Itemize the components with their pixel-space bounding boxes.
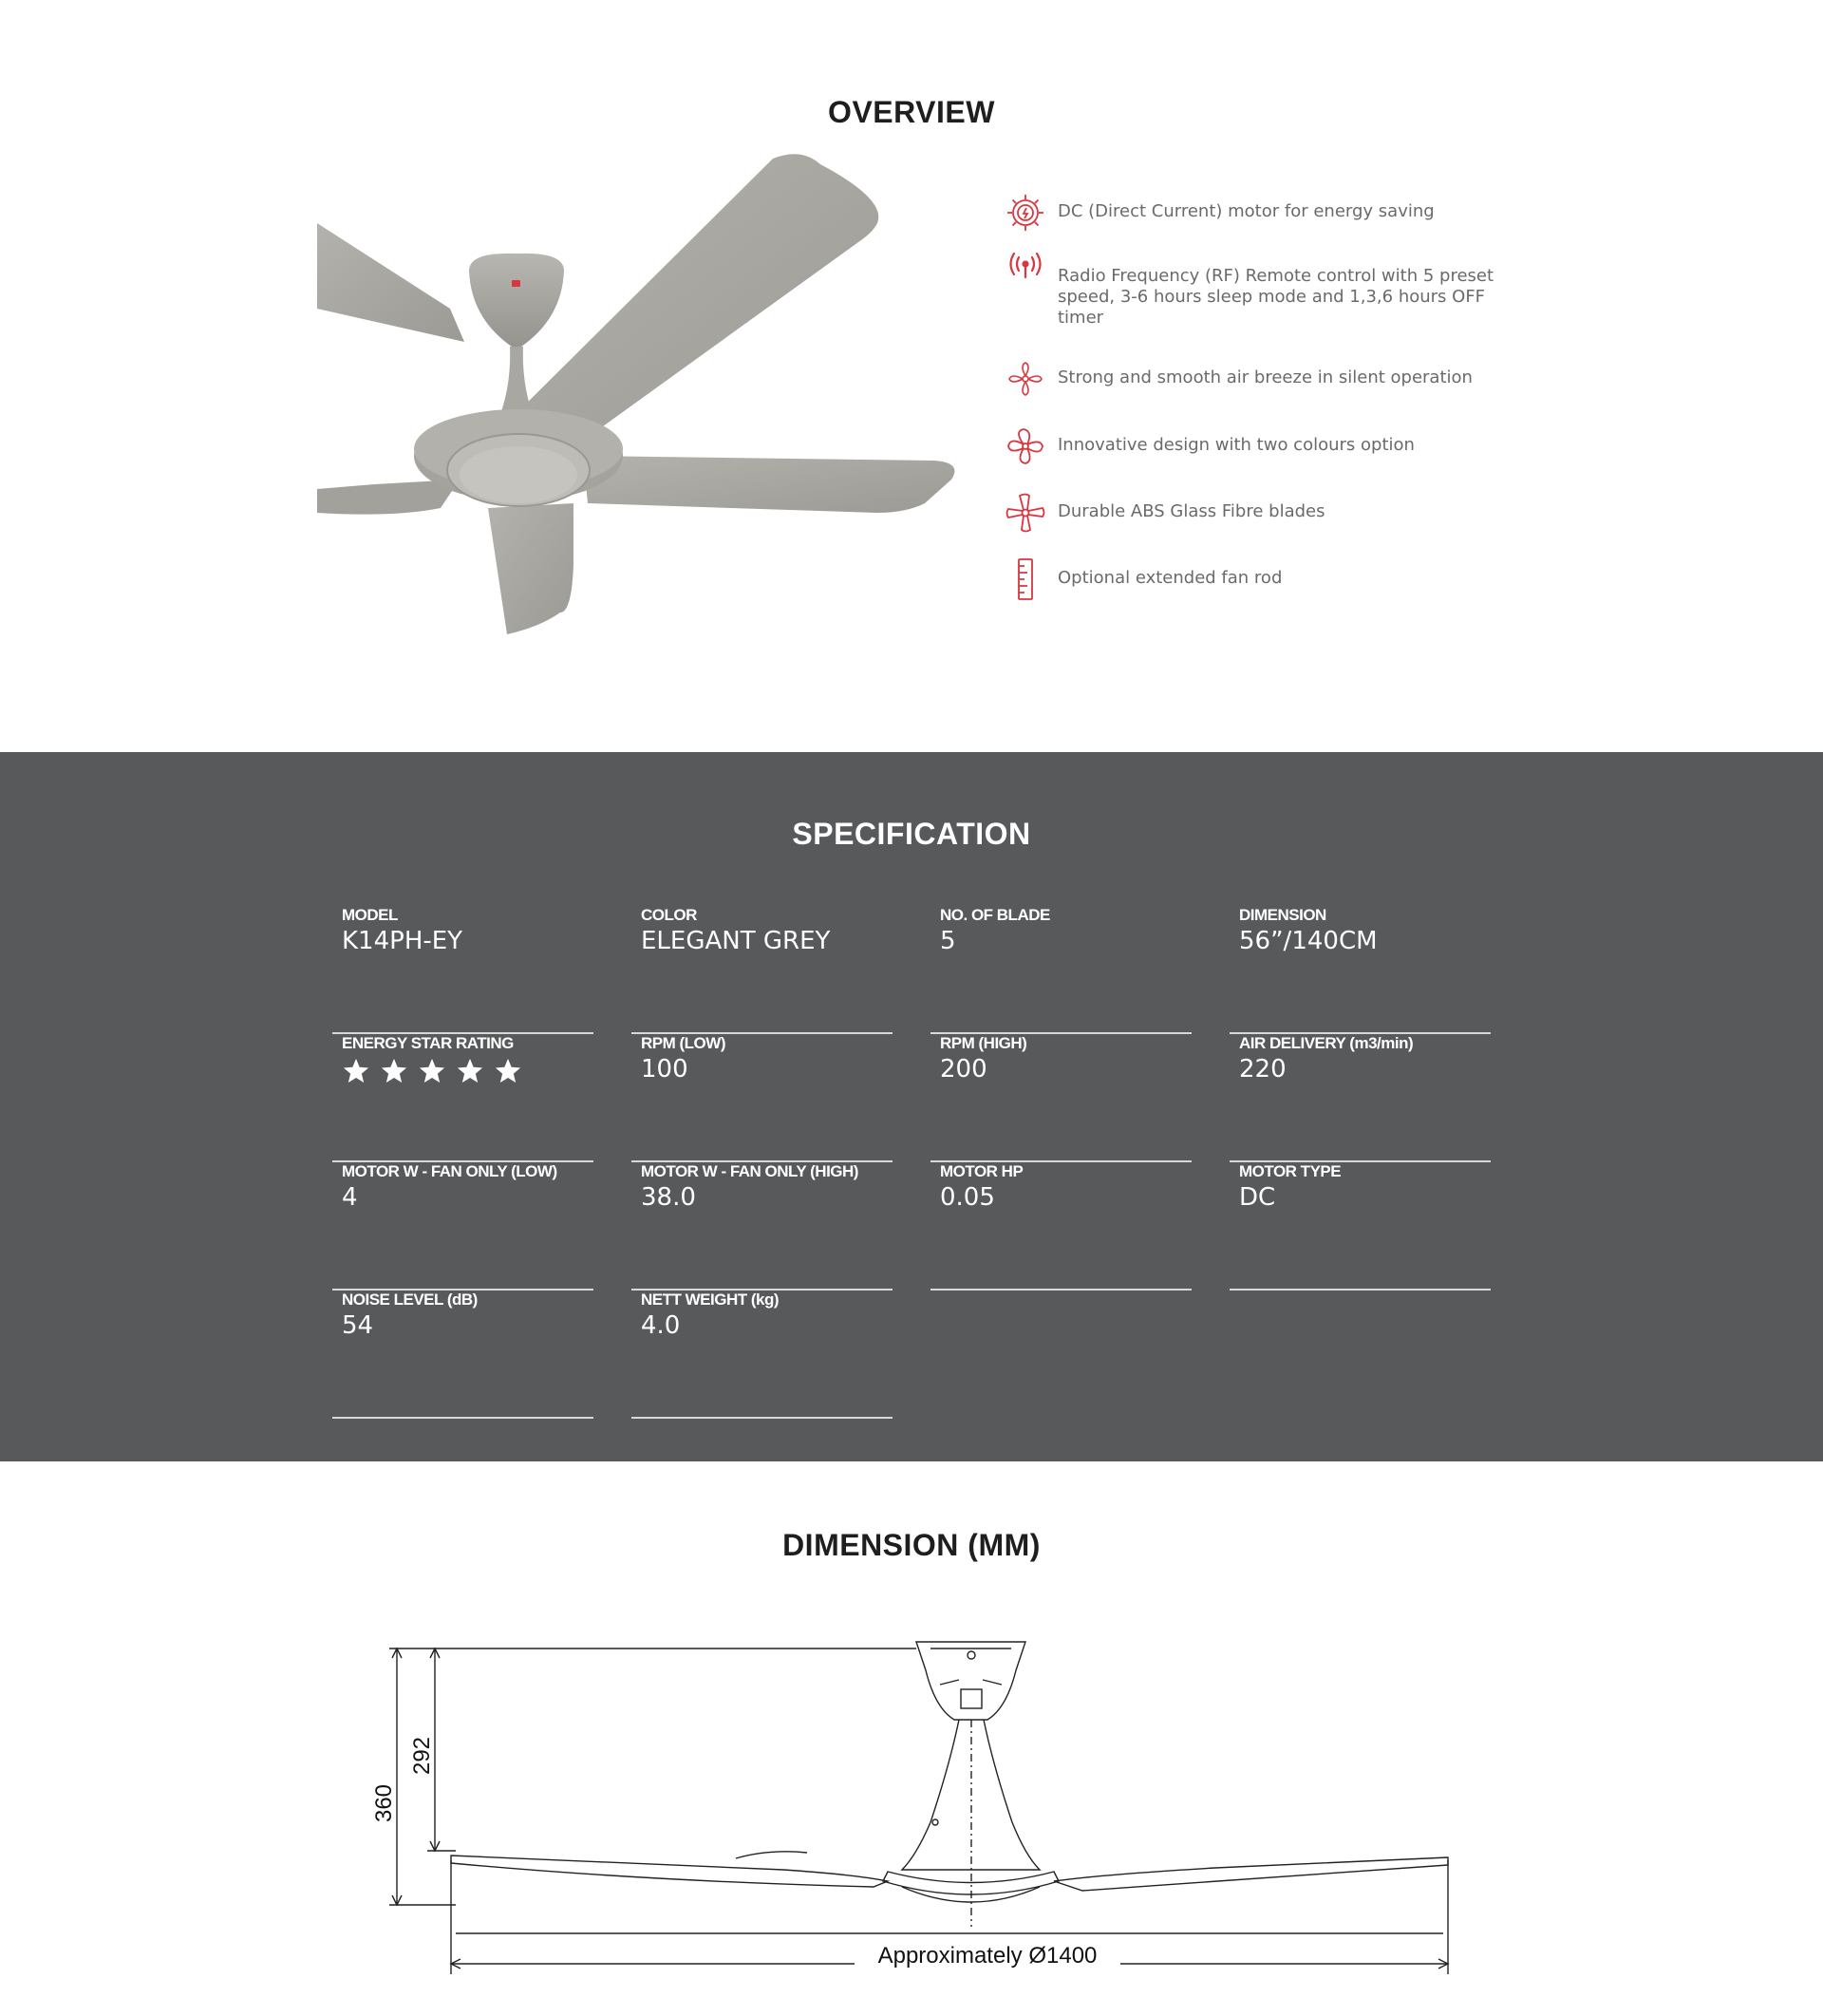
design-colours-icon [1003, 424, 1048, 469]
spec-energy-star-rating [332, 1034, 593, 1162]
spec-motor-w-low [332, 1162, 593, 1291]
diameter-caption: Approximately Ø1400 [855, 1943, 1120, 1969]
feature-text: Optional extended fan rod [1058, 568, 1283, 588]
spec-value: 100 [641, 1055, 688, 1083]
spec-no-of-blade [930, 906, 1192, 1034]
spec-dimension [1230, 906, 1491, 1034]
feature-item-design-colours [1003, 424, 1494, 469]
height-outer-label: 360 [371, 1783, 397, 1823]
spec-rpm-low [631, 1034, 893, 1162]
spec-value: 38.0 [641, 1183, 696, 1212]
spec-value: 5 [940, 927, 956, 955]
star-icon [418, 1057, 446, 1085]
spec-label: RPM (HIGH) [940, 1034, 1027, 1052]
spec-label: COLOR [641, 906, 697, 924]
spec-label: MOTOR W - FAN ONLY (HIGH) [641, 1162, 858, 1180]
spec-motor-type [1230, 1162, 1491, 1291]
spec-motor-w-high [631, 1162, 893, 1291]
spec-value: 56”/140CM [1239, 927, 1378, 955]
air-breeze-icon [1003, 356, 1048, 402]
feature-text: DC (Direct Current) motor for energy saving [1058, 201, 1435, 221]
dimension-section [0, 1461, 1823, 2016]
spec-value: 220 [1239, 1055, 1287, 1083]
star-icon [380, 1057, 408, 1085]
spec-label: MOTOR W - FAN ONLY (LOW) [342, 1162, 557, 1180]
fan-rod-icon [1003, 556, 1048, 602]
spec-label: MODEL [342, 906, 398, 924]
spec-value: 0.05 [940, 1183, 995, 1212]
specification-title: SPECIFICATION [792, 817, 1031, 851]
spec-value: ELEGANT GREY [641, 927, 831, 955]
spec-value: 4 [342, 1183, 358, 1212]
rf-remote-icon [1003, 245, 1048, 291]
feature-item-dc-motor [1003, 190, 1494, 236]
blades-icon [1003, 490, 1048, 536]
feature-text: Durable ABS Glass Fibre blades [1058, 501, 1325, 521]
dimension-title: DIMENSION (MM) [782, 1528, 1041, 1562]
spec-value: DC [1239, 1183, 1276, 1212]
feature-text: Radio Frequency (RF) Remote control with 5 preset speed, 3-6 hours sleep mode and 1,3,6 hours OFF timer [1058, 266, 1494, 328]
spec-value: 200 [940, 1055, 987, 1083]
spec-air-delivery [1230, 1034, 1491, 1162]
spec-model [332, 906, 593, 1034]
energy-star-rating-stars [342, 1057, 522, 1085]
spec-label: NOISE LEVEL (dB) [342, 1291, 478, 1309]
spec-value: K14PH-EY [342, 927, 463, 955]
feature-item-rf-remote [1003, 245, 1494, 329]
star-icon [342, 1057, 370, 1085]
spec-motor-hp [930, 1162, 1192, 1291]
spec-value: 54 [342, 1311, 374, 1340]
ceiling-fan-product-image [317, 147, 957, 641]
spec-nett-weight [631, 1291, 893, 1419]
spec-label: MOTOR HP [940, 1162, 1024, 1180]
spec-label: NO. OF BLADE [940, 906, 1050, 924]
overview-section [0, 0, 1823, 752]
spec-label: AIR DELIVERY (m3/min) [1239, 1034, 1414, 1052]
specification-section [0, 752, 1823, 1461]
spec-label: RPM (LOW) [641, 1034, 725, 1052]
feature-item-blades [1003, 490, 1494, 536]
spec-rpm-high [930, 1034, 1192, 1162]
star-icon [456, 1057, 484, 1085]
feature-text: Innovative design with two colours option [1058, 435, 1415, 455]
overview-title: OVERVIEW [828, 95, 995, 129]
spec-color [631, 906, 893, 1034]
feature-text: Strong and smooth air breeze in silent operation [1058, 367, 1473, 387]
feature-item-air-breeze [1003, 356, 1494, 402]
feature-item-fan-rod [1003, 556, 1494, 602]
dc-motor-icon [1003, 190, 1048, 236]
spec-label: ENERGY STAR RATING [342, 1034, 514, 1052]
spec-value: 4.0 [641, 1311, 681, 1340]
star-icon [494, 1057, 522, 1085]
height-inner-label: 292 [409, 1736, 435, 1776]
spec-label: DIMENSION [1239, 906, 1326, 924]
spec-label: MOTOR TYPE [1239, 1162, 1342, 1180]
spec-noise-level [332, 1291, 593, 1419]
spec-label: NETT WEIGHT (kg) [641, 1291, 779, 1309]
